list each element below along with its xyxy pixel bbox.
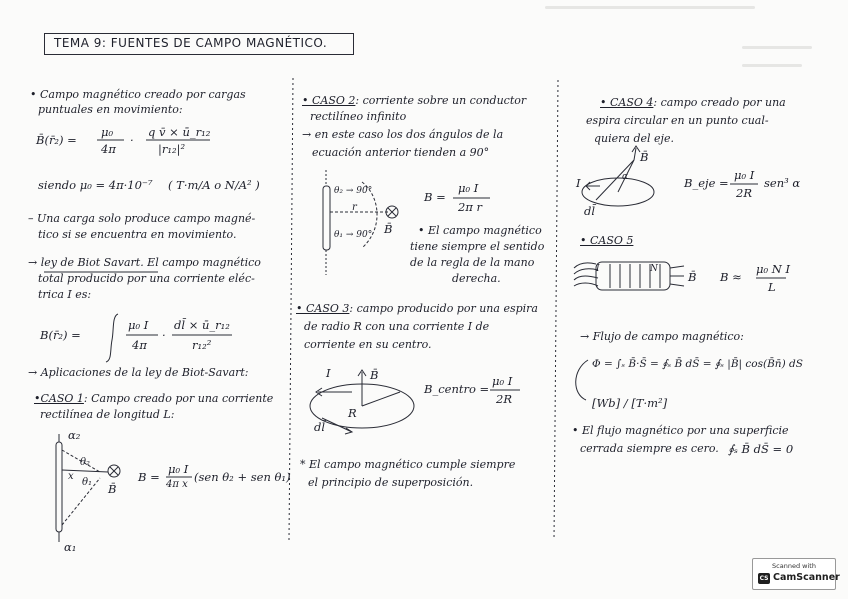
eq-biot-savart-lhs: B(r̄₂) = (40, 328, 81, 342)
eq-dot: · (162, 328, 166, 342)
col1-text: total producido por una corriente eléc- (38, 272, 255, 285)
eq-biot-charge-num2: q v̄ × ū_r₁₂ (148, 125, 211, 139)
col2-text: de radio R con una corriente I de (304, 320, 490, 333)
col2-text: corriente en su centro. (304, 338, 432, 351)
eq-solenoid-lhs: B ≈ (720, 270, 742, 284)
curly-arrow (576, 360, 588, 400)
col1-text: trica I es: (38, 288, 92, 301)
eq-flux-units: [Wb] / [T·m²] (592, 396, 668, 410)
col2-note: de la regla de la mano (410, 256, 535, 269)
eq-mu0: siendo μ₀ = 4π·10⁻⁷ (38, 178, 153, 192)
col2-note: tiene siempre el sentido (410, 240, 545, 253)
eq-dot: · (130, 133, 134, 147)
fig5-label-n: N (650, 264, 658, 274)
eq-infinite-wire-num: μ₀ I (458, 181, 479, 195)
eq-flux: Φ = ∫ₛ B̄·S̄ = ∮ₛ B̄ dS̄ = ∮ₛ |B̄| cos(B̄n̄) dS (592, 358, 803, 370)
caso1-label: •CASO 1 (34, 392, 84, 405)
eq-biot-savart-f1n: μ₀ I (128, 318, 149, 332)
col2-note: • El campo magnético (418, 224, 542, 237)
col3-text: → Flujo de campo magnético: (580, 330, 744, 343)
caso5-label: • CASO 5 (580, 234, 634, 247)
eq-infinite-wire-lhs: B = (424, 190, 446, 204)
col1-text: puntuales en movimiento: (38, 103, 183, 116)
eq-axis-num: μ₀ I (734, 168, 755, 182)
fig1-label-b: B̄ (108, 482, 117, 496)
fig4-label-b: B̄ (640, 150, 649, 164)
integral-sign (106, 314, 118, 362)
fig1-label-alpha1: α₁ (64, 540, 77, 554)
fig1-label-x: x (68, 471, 74, 482)
eq-biot-charge-num: μ₀ (101, 125, 114, 139)
fig4-label-alpha: α (622, 172, 629, 182)
eq-finite-wire-den: 4π x (166, 479, 188, 490)
fig4-label-dl: dl̄ (584, 204, 596, 218)
caso2-heading (302, 94, 526, 108)
fig4-label-i: I (576, 176, 581, 190)
fig2-label-r: r (352, 202, 357, 213)
caso5-heading (580, 234, 633, 248)
fig5-label-b: B̄ (688, 270, 697, 284)
eq-finite-wire-num: μ₀ I (168, 462, 189, 476)
caso3-heading (296, 302, 538, 316)
eq-mu0-units: ( T·m/A o N/A² ) (168, 178, 260, 192)
eq-biot-charge-den: 4π (101, 142, 116, 156)
eq-axis-lhs: B_eje = (684, 176, 729, 190)
col2-text: el principio de superposición. (308, 476, 474, 489)
col1-text: tico si se encuentra en movimiento. (38, 228, 237, 241)
eq-biot-charge-den2: |r₁₂|² (158, 142, 186, 156)
fig3-label-i: I (326, 366, 331, 380)
solenoid-figure (574, 262, 684, 290)
fig3-label-dl: dl̄ (314, 420, 326, 434)
fig2-label-b: B̄ (384, 222, 393, 236)
eq-axis-rhs: sen³ α (764, 176, 801, 190)
caso2-label: • CASO 2 (302, 94, 356, 107)
col1-text-cont: . El campo magnético (140, 256, 261, 269)
fig2-label-theta1: θ₁ → 90° (334, 230, 373, 240)
fig1-label-theta2: θ₂ (80, 457, 91, 468)
col2-text: * El campo magnético cumple siempre (300, 458, 516, 471)
caso3-text: : campo producido por una espira (349, 302, 538, 315)
col1-text (28, 256, 261, 270)
fig1-label-alpha2: α₂ (68, 428, 81, 442)
caso4-heading (600, 96, 786, 110)
fig3-label-r: R (348, 406, 357, 420)
eq-loop-center-den: 2R (496, 392, 512, 406)
page-title: TEMA 9: FUENTES DE CAMPO MAGNÉTICO. (54, 36, 328, 50)
eq-biot-savart-f2d: r₁₂² (192, 338, 212, 352)
badge-name: CamScanner (773, 572, 840, 583)
col3-text: espira circular en un punto cual- (586, 114, 769, 127)
caso1-heading (34, 392, 273, 406)
eq-loop-center-num: μ₀ I (492, 374, 513, 388)
caso4-label: • CASO 4 (600, 96, 654, 109)
col1-text: → Aplicaciones de la ley de Biot-Savart: (28, 366, 249, 379)
eq-flux-closed: ∮ₛ B̄ dS̄ = 0 (728, 442, 794, 456)
eq-solenoid-num: μ₀ N I (756, 262, 791, 276)
col2-text: ecuación anterior tienden a 90° (312, 146, 490, 159)
col3-text: quiera del eje. (594, 132, 674, 145)
col3-text: cerrada siempre es cero. (580, 442, 719, 455)
camscanner-logo-icon: CS (759, 575, 769, 582)
eq-finite-wire-lhs: B = (138, 470, 160, 484)
badge-caption: Scanned with (772, 562, 816, 570)
column-divider (554, 80, 558, 540)
col2-text: rectilíneo infinito (310, 110, 407, 123)
fig5-label-i: I (596, 264, 600, 274)
caso2-text: : corriente sobre un conductor (355, 94, 527, 107)
eq-biot-charge-lhs: B̄(r̄₂) = (36, 133, 77, 147)
eq-solenoid-den: L (768, 280, 776, 294)
eq-loop-center-lhs: B_centro = (424, 382, 490, 396)
col2-text: → en este caso los dos ángulos de la (302, 128, 504, 141)
fig1-label-theta1: θ₁ (82, 477, 93, 488)
col1-text: rectilínea de longitud L: (40, 408, 175, 421)
fig3-label-b: B̄ (370, 368, 379, 382)
biot-savart-label: → ley de Biot Savart (28, 256, 141, 269)
eq-axis-den: 2R (736, 186, 752, 200)
eq-infinite-wire-den: 2π r (458, 200, 483, 214)
camscanner-badge (752, 558, 840, 590)
caso3-label: • CASO 3 (296, 302, 350, 315)
eq-finite-wire-rhs: (sen θ₂ + sen θ₁) (194, 470, 291, 484)
eq-biot-savart-f1d: 4π (132, 338, 147, 352)
caso4-text: : campo creado por una (653, 96, 786, 109)
eq-biot-savart-f2n: dl̄ × ū_r₁₂ (174, 318, 230, 332)
col3-text: • El flujo magnético por una superficie (572, 424, 789, 437)
col1-text: – Una carga solo produce campo magné- (28, 212, 256, 225)
caso1-text: : Campo creado por una corriente (83, 392, 274, 405)
col2-note: derecha. (452, 272, 501, 285)
fig2-label-theta2: θ₂ → 90° (334, 186, 373, 196)
col1-text: • Campo magnético creado por cargas (30, 88, 246, 101)
